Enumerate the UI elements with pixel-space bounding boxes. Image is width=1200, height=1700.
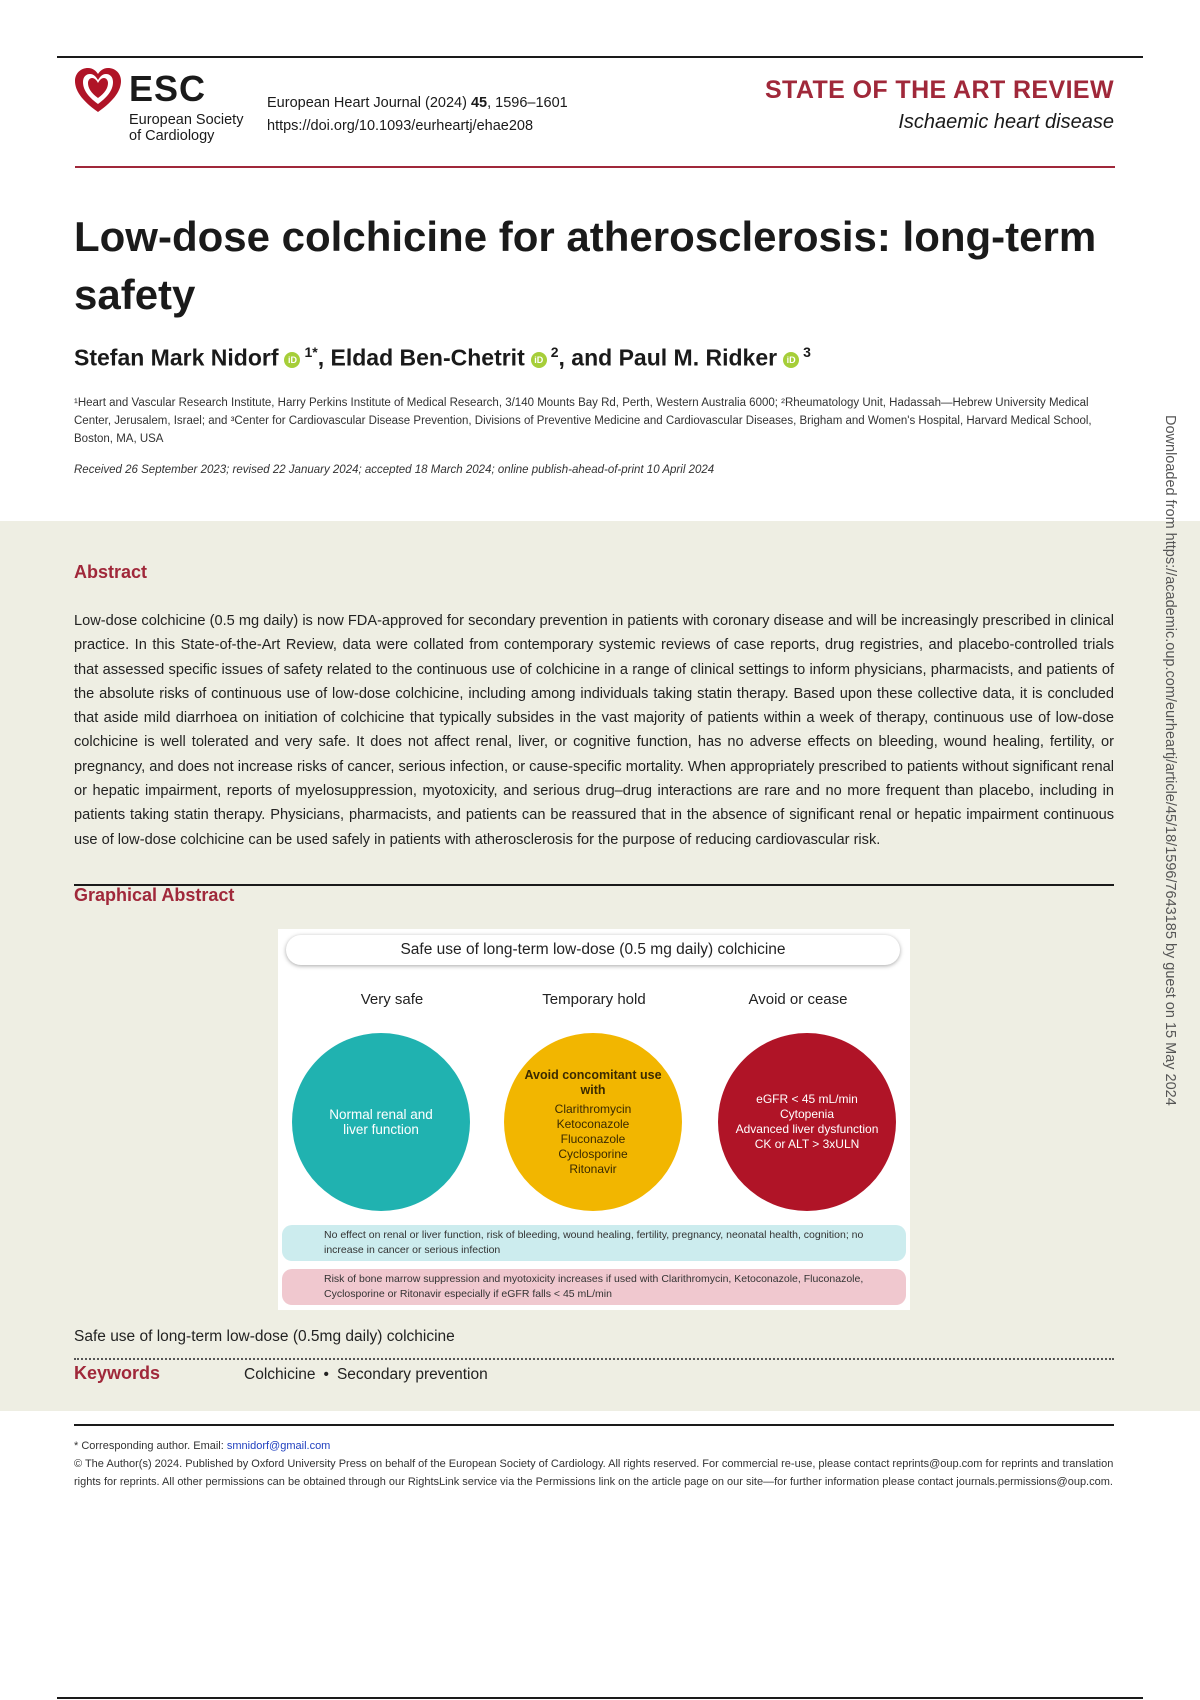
risk-info-bar: Risk of bone marrow suppression and myotoxicity increases if used with Clarithromycin, Ketoconazole, Fluconazole, Cyclosporine or Ritonavir especially if eGFR falls < 45 mL/min bbox=[282, 1269, 906, 1305]
temporary-hold-circle bbox=[504, 1033, 682, 1211]
column-label-avoid: Avoid or cease bbox=[748, 991, 848, 1008]
circle-line: CK or ALT > 3xULN bbox=[754, 1137, 860, 1151]
author-email-link[interactable]: smnidorf@gmail.com bbox=[226, 1440, 331, 1452]
journal-pages: , 1596–1601 bbox=[487, 95, 568, 111]
bottom-rule bbox=[57, 1697, 1143, 1699]
graphical-abstract-caption: Safe use of long-term low-dose (0.5mg daily) colchicine bbox=[74, 1328, 455, 1345]
logo-name bbox=[129, 112, 243, 144]
author-sep: , bbox=[317, 344, 331, 371]
logo-line-1: European Society bbox=[129, 112, 244, 128]
corresponding-author bbox=[74, 1437, 1114, 1455]
author-list bbox=[74, 344, 811, 372]
affiliations: ¹Heart and Vascular Research Institute, Harry Perkins Institute of Medical Research, 3/140 Mounts Bay Rd, Perth, Western Australia 6000; ²Rheumatology Unit, Hadassah—Hebrew University Medical Center, Jerusalem, Israel; and ³Center for Cardiovascular Disease Prevention, Divisions of Preventive Medicine and Cardiovascular Diseases, Brigham and Women's Hospital, Harvard Medical School, Boston, MA, USA bbox=[74, 397, 1092, 445]
keyword[interactable]: Secondary prevention bbox=[336, 1366, 488, 1383]
article-type-block bbox=[765, 76, 1114, 134]
circle-head: Avoid concomitant use with bbox=[524, 1067, 662, 1097]
author-name[interactable]: Eldad Ben-Chetrit bbox=[330, 344, 525, 371]
orcid-icon[interactable]: iD bbox=[284, 352, 300, 368]
orcid-icon[interactable]: iD bbox=[531, 352, 547, 368]
circle-line: Normal renal and bbox=[329, 1107, 433, 1122]
circle-line: liver function bbox=[343, 1122, 419, 1137]
logo-line-2: of Cardiology bbox=[129, 128, 215, 144]
journal-name: European Heart Journal (2024) bbox=[267, 95, 467, 111]
author-sup: 2 bbox=[550, 344, 559, 360]
safety-info-bar: No effect on renal or liver function, risk of bleeding, wound healing, fertility, pregnancy, neonatal health, cognition; no increase in cancer or serious infection bbox=[282, 1225, 906, 1261]
logo-abbrev: ESC bbox=[129, 68, 207, 109]
circle-line: eGFR < 45 mL/min bbox=[756, 1092, 858, 1106]
esc-logo bbox=[73, 66, 263, 148]
header-rule bbox=[75, 166, 1115, 168]
article-dates: Received 26 September 2023; revised 22 January 2024; accepted 18 March 2024; online publish-ahead-of-print 10 April 2024 bbox=[74, 464, 715, 476]
keywords-list bbox=[244, 1366, 488, 1384]
author-sep: , and bbox=[558, 344, 619, 371]
journal-volume: 45 bbox=[470, 95, 488, 111]
author-name[interactable]: Paul M. Ridker bbox=[618, 344, 778, 371]
keyword-separator: • bbox=[323, 1366, 329, 1383]
top-rule bbox=[57, 56, 1143, 58]
author-sup: 1* bbox=[304, 344, 318, 360]
column-label-safe: Very safe bbox=[360, 991, 424, 1008]
watermark-text: Downloaded from https://academic.oup.com/eurheartj/article/45/18/1596/7643185 by guest on 15 May 2024 bbox=[1162, 415, 1178, 1106]
keyword[interactable]: Colchicine bbox=[244, 1366, 316, 1383]
download-watermark bbox=[1162, 415, 1186, 1185]
graphical-abstract-heading: Graphical Abstract bbox=[74, 885, 235, 905]
article-type: STATE OF THE ART REVIEW bbox=[764, 76, 1114, 104]
journal-citation bbox=[267, 92, 568, 115]
footnotes bbox=[74, 1437, 1114, 1491]
abstract-text: Low-dose colchicine (0.5 mg daily) is now FDA-approved for secondary prevention in patients with coronary disease and will be increasingly prescribed in clinical practice. In this State-of-the-Art Review, data were collated from contemporary systemic reviews of case reports, drug registries, and placebo-controlled trials that assessed specific issues of safety related to the continuous use of colchicine in a range of clinical settings to inform physicians, pharmacists, and patients of the absolute risks of continuous use of low-dose colchicine, including among individuals taking statin therapy. Based upon these collective data, it is concluded that aside mild diarrhoea on initiation of colchicine that typically subsides in the vast majority of patients within a week of therapy, continuous use of low-dose colchicine is well tolerated and very safe. It does not affect renal, liver, or cognitive function, has no adverse effects on bleeding, wound healing, fertility, or pregnancy, and does not increase risks of cancer, serious infection, or cause-specific mortality. When appropriately prescribed to patients without significant renal or hepatic impairment, reports of myelosuppression, myotoxicity, and serious drug–drug interactions are rare and no more frequent than placebo, including in patients taking statin therapy. Physicians, pharmacists, and patients can be reassured that in the absence of significant renal or hepatic impairment continuous use of low-dose colchicine can be used safely in patients with atherosclerosis for the purpose of reducing cardiovascular risk. bbox=[74, 613, 1114, 848]
copyright-notice: © The Author(s) 2024. Published by Oxford University Press on behalf of the European Society of Cardiology. All rights reserved. For commercial re-use, please contact reprints@oup.com for reprints and translation rights for reprints. All other permissions can be obtained through our RightsLink service via the Permissions link on the article page on our site—for further information please contact journals.permissions@oup.com. bbox=[74, 1458, 1114, 1488]
orcid-icon[interactable]: iD bbox=[783, 352, 799, 368]
journal-meta bbox=[267, 92, 568, 138]
figure-banner: Safe use of long-term low-dose (0.5 mg daily) colchicine bbox=[286, 935, 900, 965]
circle-line: Cyclosporine bbox=[558, 1146, 628, 1161]
keywords-divider bbox=[74, 1358, 1114, 1360]
author-sup: 3 bbox=[803, 344, 811, 360]
corresponding-label: * Corresponding author. Email: bbox=[74, 1440, 224, 1452]
circle-line: Ketoconazole bbox=[556, 1116, 630, 1131]
article-title: Low-dose colchicine for atherosclerosis: long-term safety bbox=[74, 213, 1097, 318]
circle-line: Fluconazole bbox=[560, 1131, 626, 1146]
circle-line: Ritonavir bbox=[569, 1161, 617, 1176]
footer-rule bbox=[74, 1424, 1114, 1426]
very-safe-circle bbox=[292, 1033, 470, 1211]
circle-line: Advanced liver dysfunction bbox=[735, 1122, 879, 1136]
column-label-hold: Temporary hold bbox=[542, 991, 646, 1008]
doi-link[interactable]: https://doi.org/10.1093/eurheartj/ehae208 bbox=[267, 118, 534, 134]
circle-line: Clarithromycin bbox=[554, 1101, 632, 1116]
author-name[interactable]: Stefan Mark Nidorf bbox=[74, 344, 279, 371]
graphical-abstract-figure bbox=[278, 929, 910, 1310]
circle-line: Cytopenia bbox=[779, 1107, 835, 1121]
heart-logo-icon bbox=[73, 66, 123, 116]
keywords-heading: Keywords bbox=[74, 1363, 161, 1383]
abstract-heading: Abstract bbox=[74, 562, 148, 582]
avoid-cease-circle bbox=[718, 1033, 896, 1211]
article-subject: Ischaemic heart disease bbox=[898, 111, 1114, 133]
